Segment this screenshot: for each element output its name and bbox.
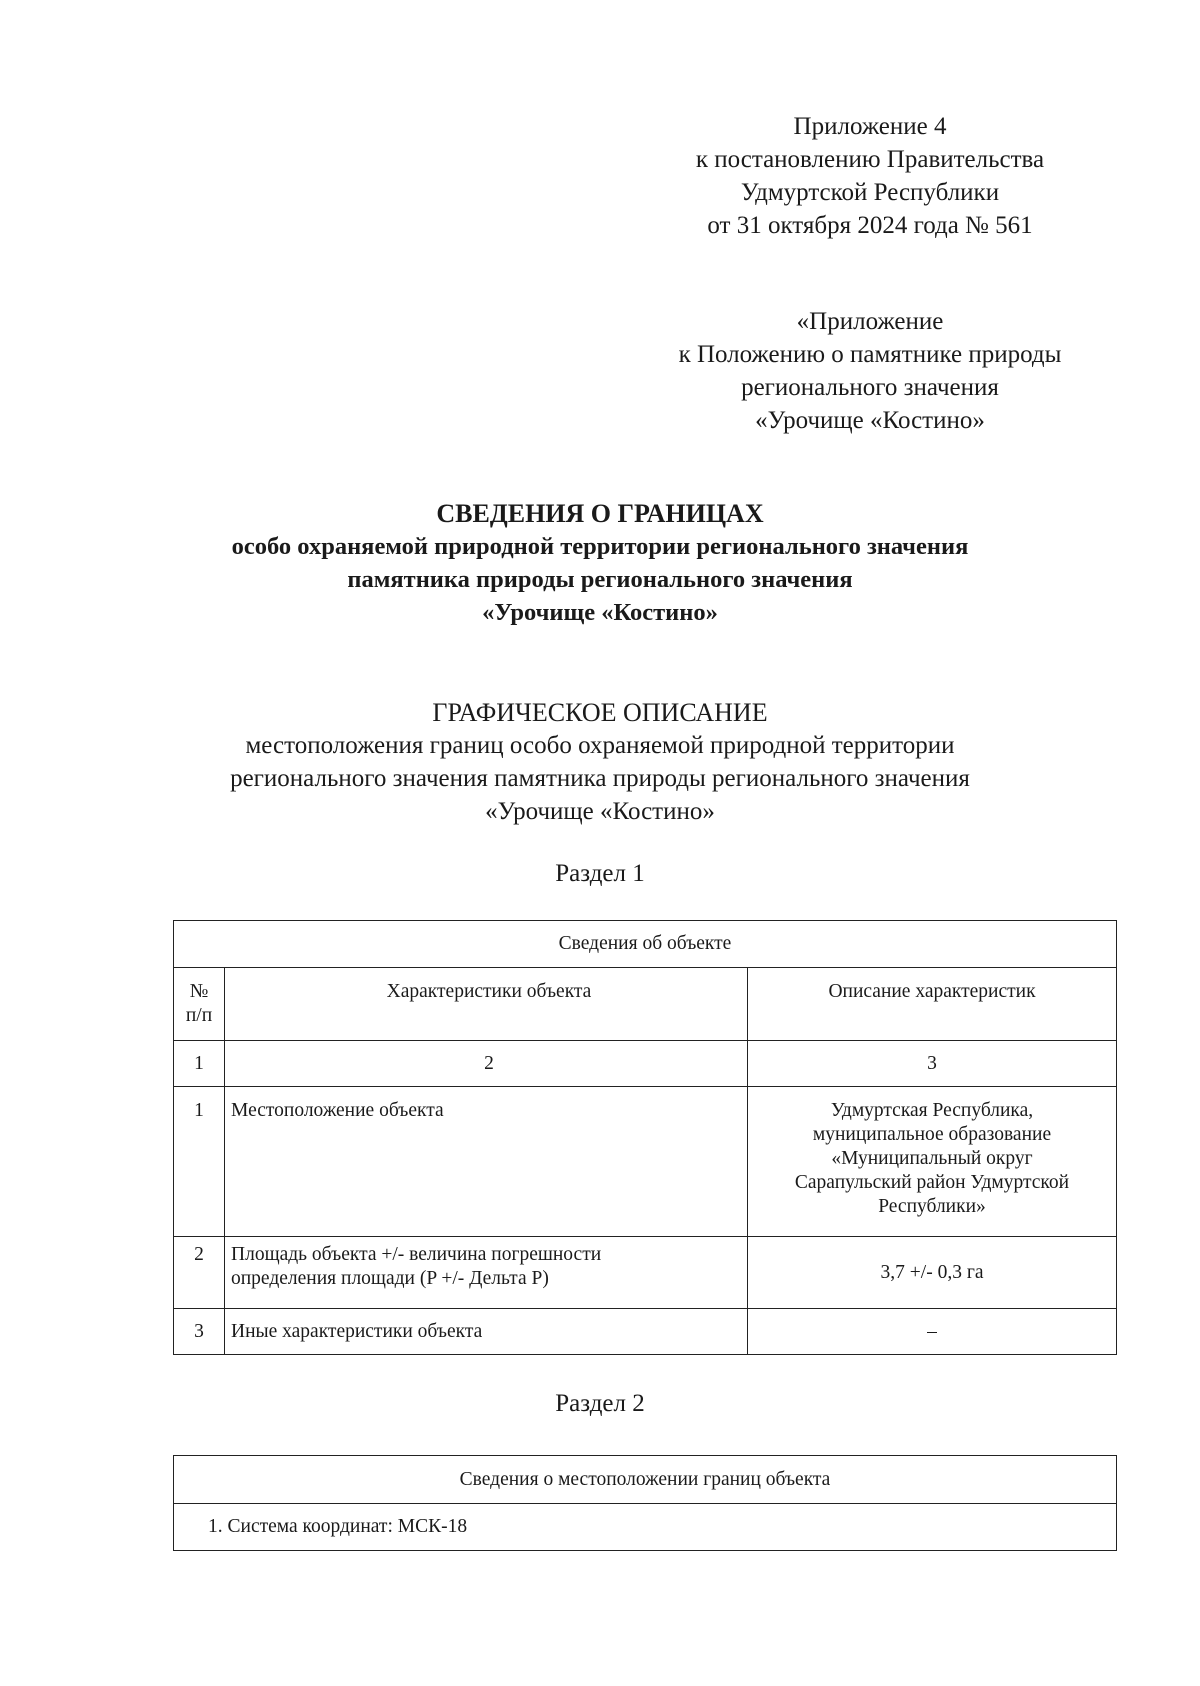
index-cell: 1 — [174, 1041, 225, 1087]
description-line: Республики» — [878, 1196, 986, 1217]
graphic-title-line: ГРАФИЧЕСКОЕ ОПИСАНИЕ — [432, 698, 768, 727]
row-characteristic — [225, 1237, 748, 1309]
document-title — [100, 497, 1100, 629]
column-header-num — [174, 968, 225, 1041]
title-line: «Урочище «Костино» — [482, 599, 718, 626]
inner-appendix-reference — [640, 305, 1100, 437]
index-cell: 3 — [748, 1041, 1117, 1087]
object-info-table — [173, 920, 1117, 1355]
index-cell: 2 — [225, 1041, 748, 1087]
characteristic-line: Площадь объекта +/- величина погрешности — [231, 1244, 602, 1265]
table-index-row — [174, 1041, 1117, 1087]
num-header-line: № — [189, 981, 209, 1002]
table-title: Сведения о местоположении границ объекта — [174, 1456, 1117, 1504]
inner-appendix-line: регионального значения — [741, 374, 999, 401]
table-row — [174, 1309, 1117, 1355]
row-description: – — [748, 1309, 1117, 1355]
graphic-title-line: регионального значения памятника природы регионального значения — [230, 765, 970, 792]
characteristic-line: определения площади (P +/- Дельта P) — [231, 1268, 549, 1289]
column-header-description: Описание характеристик — [748, 968, 1117, 1041]
description-line: «Муниципальный округ — [831, 1148, 1033, 1169]
title-line: особо охраняемой природной территории регионального значения — [231, 533, 969, 560]
row-number: 1 — [174, 1087, 225, 1237]
title-line: памятника природы регионального значения — [347, 566, 853, 593]
graphic-description-title — [100, 696, 1100, 828]
row-characteristic: Местоположение объекта — [225, 1087, 748, 1237]
coordinate-system: 1. Система координат: МСК-18 — [174, 1504, 1117, 1551]
num-header-line: п/п — [185, 1005, 213, 1026]
table-header-row — [174, 968, 1117, 1041]
description-line: муниципальное образование — [812, 1124, 1052, 1145]
boundary-location-table — [173, 1455, 1117, 1551]
row-number: 2 — [174, 1237, 225, 1309]
graphic-title-line: местоположения границ особо охраняемой природной территории — [245, 732, 955, 759]
inner-appendix-line: к Положению о памятнике природы — [678, 341, 1062, 368]
section-1-heading: Раздел 1 — [555, 860, 645, 887]
appendix-reference — [640, 110, 1100, 242]
description-line: Сарапульский район Удмуртской — [794, 1172, 1070, 1193]
column-header-characteristic: Характеристики объекта — [225, 968, 748, 1041]
row-description — [748, 1087, 1117, 1237]
appendix-line: к постановлению Правительства — [695, 146, 1045, 173]
inner-appendix-line: «Приложение — [796, 308, 944, 335]
inner-appendix-line: «Урочище «Костино» — [755, 407, 985, 434]
appendix-line: от 31 октября 2024 года № 561 — [707, 212, 1033, 239]
table-row — [174, 1237, 1117, 1309]
description-line: Удмуртская Республика, — [830, 1100, 1034, 1121]
table-row — [174, 1087, 1117, 1237]
appendix-line: Приложение 4 — [793, 113, 947, 140]
row-number: 3 — [174, 1309, 225, 1355]
table-title: Сведения об объекте — [174, 921, 1117, 968]
row-description: 3,7 +/- 0,3 га — [748, 1237, 1117, 1309]
title-line: СВЕДЕНИЯ О ГРАНИЦАХ — [436, 499, 764, 528]
row-characteristic: Иные характеристики объекта — [225, 1309, 748, 1355]
appendix-line: Удмуртской Республики — [740, 179, 1000, 206]
section-2-heading: Раздел 2 — [555, 1390, 645, 1417]
graphic-title-line: «Урочище «Костино» — [485, 798, 715, 825]
